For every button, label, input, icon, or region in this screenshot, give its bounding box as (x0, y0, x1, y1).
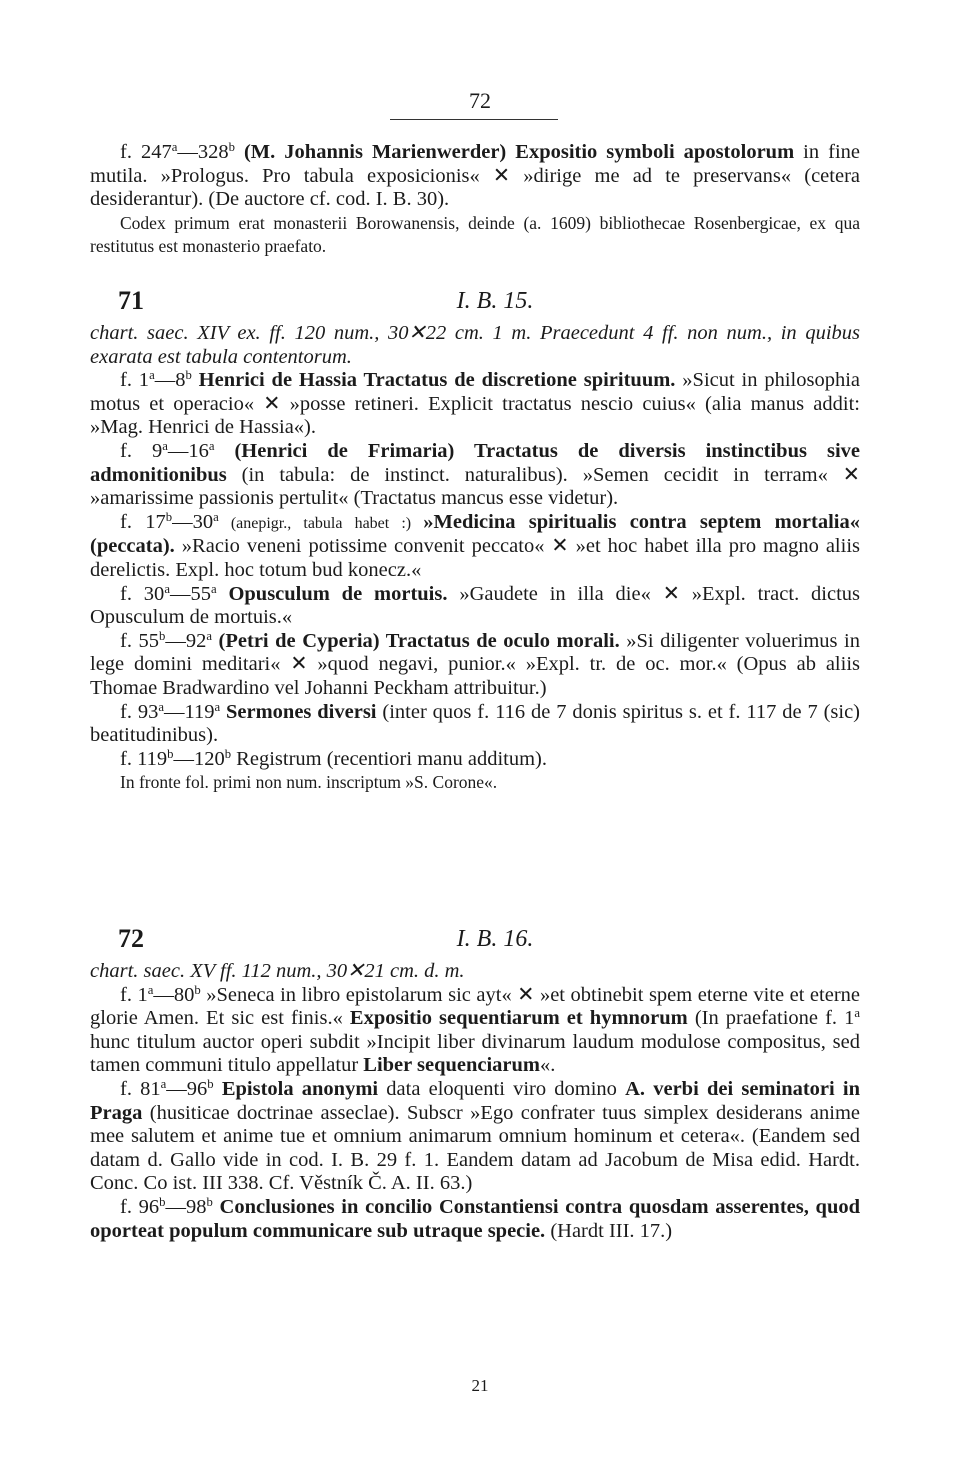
codex-71-item-3: f. 17$^b$—30$^a$ (anepigr., tabula habet :) »Medicina spiritualis contra septem mortalia« (peccata). »Racio veneni potissime convenit peccato« ✕ »et hoc habet illa pro magno aliis derelictis. Expl. hoc totum bud konecz.« (90, 509, 860, 581)
codex-signature: I. B. 16. (456, 926, 534, 952)
intro-title: (M. Johannis Marienwerder) Expositio symboli apostolorum (243, 141, 795, 163)
codex-71-item-7: f. 119$^b$—120$^b$ Registrum (recentiori manu additum). (120, 746, 548, 770)
intro-entry: f. 247$^a$—328$^b$ (M. Johannis Marienwerder) Expositio symboli apostolorum in fine mutila. »Prologus. Pro tabula exposicionis« ✕ »dirige me ad te preservans« (cetera desiderantur). (De auctore cf. cod. I. B. 30). (90, 140, 861, 211)
intro-block (90, 141, 860, 259)
codex-72-item-3: f. 96$^b$—98$^b$ Conclusiones in concilio Constantiensi contra quosdam asserentes, quod oporteat populum communicare sub utraque specie. (Hardt III. 17.) (90, 1194, 860, 1242)
codex-number: 71 (118, 286, 144, 315)
codex-signature: I. B. 15. (456, 288, 534, 314)
codex-71-heading (90, 284, 860, 318)
header-rule (390, 119, 558, 120)
codex-71-item-4: f. 30$^a$—55$^a$ Opusculum de mortuis. »Gaudete in illa die« ✕ »Expl. tract. dictus Opusculum de mortuis.« (90, 581, 861, 629)
codex-71-item-6: f. 93$^a$—119$^a$ Sermones diversi (inter quos f. 116 de 7 donis spiritus s. et f. 117 de 7 (sic) beatitudinibus). (90, 699, 861, 747)
codex-72-heading (90, 922, 860, 956)
codex-71-item-1: f. 1$^a$—8$^b$ Henrici de Hassia Tractatus de discretione spirituum. »Sicut in philosophia motus et operacio« ✕ »posse retineri. Explicit tractatus nescio cuius« (alia manus addit: »Mag. Henrici de Hassia«). (90, 368, 861, 439)
page-number: 72 (469, 88, 491, 113)
intro-note: Codex primum erat monasterii Borowanensis, deinde (a. 1609) bibliothecae Rosenbergicae, ex qua restitutus est monasterio praefato. (90, 212, 860, 257)
codex-71-description: chart. saec. XIV ex. ff. 120 num., 30✕22 cm. 1 m. Praecedunt 4 ff. non num., in quibus exarata est tabula contentorum. (90, 322, 860, 368)
codex-71-footnote: In fronte fol. primi non num. inscriptum »S. Corone«. (120, 772, 498, 793)
codex-number: 72 (118, 924, 144, 953)
codex-71-item-2: f. 9$^a$—16$^a$ (Henrici de Frimaria) Tractatus de diversis instinctibus sive admonitionibus (in tabula: de instinct. naturalibus). »Semen cecidit in terram« ✕ »amarissime passionis pertulit« (Tractatus mancus esse videtur). (90, 438, 860, 510)
codex-72-description: chart. saec. XV ff. 112 num., 30✕21 cm. d. m. (90, 960, 465, 982)
codex-72-item-1: f. 1$^a$—80$^b$ »Seneca in libro epistolarum sic ayt« ✕ »et obtinebit spem eterne vite et eterne glorie Amen. Et sic est finis.« Expositio sequentiarum et hymnorum (In praefatione f. 1$^a$ hunc titulum auctor operi subdit »Incipit liber divinarum laudum modulose compositus, sed tamen communi titulo appellatur Liber sequenciarum«. (90, 982, 861, 1077)
footer-number: 21 (471, 1376, 489, 1395)
intro-body: in fine mutila. »Prologus. Pro tabula exposicionis« ✕ »dirige me ad te preservans« (cetera desiderantur). (De auctore cf. cod. I. B. 30). (90, 141, 861, 211)
codex-71-item-5: f. 55$^b$—92$^a$ (Petri de Cyperia) Tractatus de oculo morali. »Si diligenter voluerimus in lege domini meditari« ✕ »quod negavi, punior.« »Expl. tr. de oc. mor.« (Opus ab aliis Thomae Bradwardino vel Johanni Peckham attribuitur.) (90, 628, 860, 699)
codex-72-block (90, 960, 860, 1243)
codex-71-block (90, 322, 860, 795)
codex-72-item-2: f. 81$^a$—96$^b$ Epistola anonymi data eloquenti viro domino A. verbi dei seminatori in Praga (husiticae doctrinae asseclae). Subscr »Ego confrater tuus simplex desiderans anime mee salutem et anime tue et omnium animarum omnium hominum et cetera«. (Eandem sed datam d. Gallo vide in cod. I. B. 29 f. 1. Eandem datam ad Jacobum de Misa edid. Hardt. Conc. Co ist. III 338. Cf. Věstník Č. A. II. 63.) (90, 1076, 860, 1195)
